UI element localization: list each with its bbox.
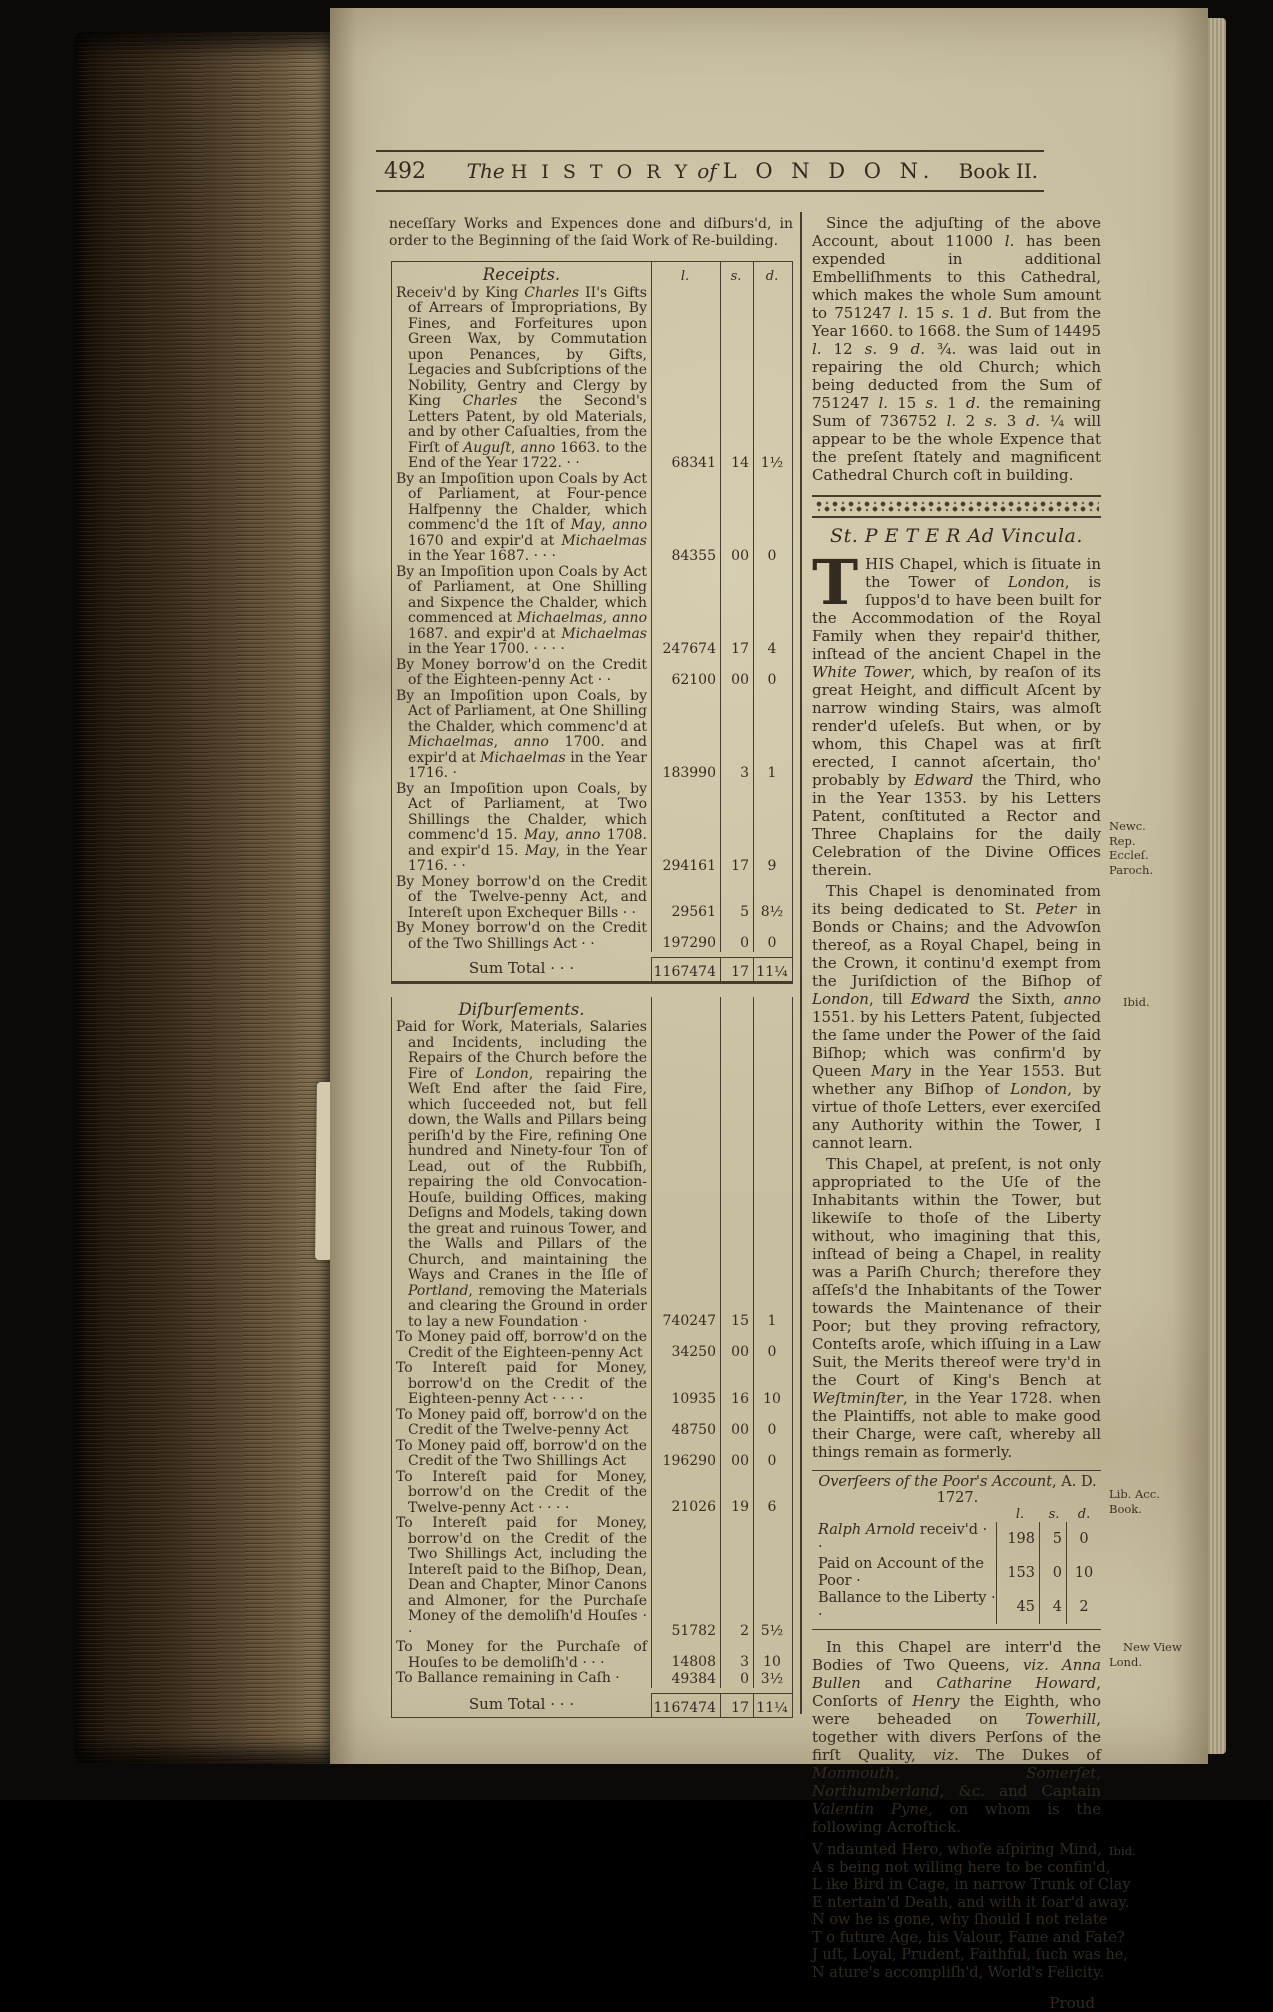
receipts-header-row — [392, 262, 792, 286]
receipts-row — [392, 472, 792, 565]
receipts-row — [392, 782, 792, 875]
receipt-entry-label: Receiv'd by King Charles II's Gifts of Arrears of Impropriations, By Fines, and Forfeitures upon Green Wax, by Commutation upon Penances, by Gifts, Legacies and Subſcriptions of the Nobility, Gentry and Clergy by King Charles the Second's Letters Patent, by old Materials, and by other Caſualties, from the Firſt of Auguſt, anno 1663. to the End of the Year 1722. · · — [396, 284, 647, 471]
receipts-row — [392, 921, 792, 952]
pounds-column — [651, 997, 720, 1021]
amount-pence: 0 — [753, 1408, 792, 1439]
pence-column — [753, 997, 792, 1021]
amount-pounds: 48750 — [651, 1408, 720, 1439]
total-pounds: 1167474 — [651, 1693, 720, 1717]
disbursements-row — [392, 1361, 792, 1408]
total-pence: 11¼ — [753, 957, 792, 981]
disbursements-header-row — [392, 997, 792, 1021]
interments-paragraph — [812, 1638, 1182, 1836]
amount-shillings: 0 — [720, 1671, 753, 1688]
overseers-lsd-header — [814, 1507, 1101, 1522]
drop-cap: T — [812, 546, 859, 619]
acrostic-line: A s being not willing here to be confin'd, — [812, 1859, 1111, 1876]
disbursement-entry-label: To Intereſt paid for Money, borrow'd on the Credit of the Two Shillings Act, including the Intereſt paid to the Biſhop, Dean, Dean and Chapter, Minor Canons and Almoner, for the Purchaſe Money of the demoliſh'd Houſes · · — [396, 1515, 647, 1640]
receipts-row — [392, 875, 792, 922]
pence-column-header: d. — [753, 262, 792, 286]
receipt-entry-label: By an Impoſition upon Coals by Act of Parliament, at Four-pence Halfpenny the Chalder, which commenc'd the 1ſt of May, anno 1670 and expir'd at Michaelmas in the Year 1687. · · · — [396, 470, 647, 564]
amount-pounds: 183990 — [651, 689, 720, 782]
acrostic-line: N ature's accompliſh'd, World's Felicity. — [812, 1964, 1104, 1981]
amount-shillings: 4 — [1039, 1590, 1066, 1624]
amount-pence: 0 — [753, 658, 792, 689]
disbursement-entry-label: Paid for Work, Materials, Salaries and Incidents, including the Repairs of the Church before the Fire of London, repairing the Weſt End after the ſaid Fire, which ſucceeded not, but fell down, the Walls and Pillars being periſh'd by the Fire, refining One hundred and Ninety-four Ton of Lead, out of the Rubbiſh, repairing the old Convocation-Houſe, building Offices, making Deſigns and Models, taking down the great and ruinous Tower, and the Walls and Pillars of the Church, and maintaining the Ways and Cranes in the Iſle of Portland, removing the Materials and clearing the Ground in order to lay a new Foundation · — [396, 1019, 647, 1330]
amount-pence: 5½ — [753, 1516, 792, 1640]
amount-pence: 10 — [753, 1361, 792, 1408]
amount-shillings: 5 — [1039, 1522, 1066, 1556]
overseers-entry-label: Paid on Account of the Poor · — [818, 1556, 984, 1589]
amount-pence: 4 — [753, 565, 792, 658]
disbursements-row — [392, 1439, 792, 1470]
amount-pounds: 34250 — [651, 1330, 720, 1361]
disbursements-row — [392, 1470, 792, 1517]
page-title — [454, 159, 948, 183]
receipts-heading: Receipts. — [482, 265, 561, 284]
acrostic-poem — [812, 1842, 1136, 1982]
intro-paragraph: neceſſary Works and Expences done and diſburs'd, in order to the Beginning of the ſaid Work of Re-building. — [389, 216, 793, 249]
acrostic-line: E ntertain'd Death, and with it ſoar'd away. — [812, 1894, 1130, 1911]
margin-note-ibid-2: Ibid. — [1109, 1844, 1136, 1858]
amount-pounds: 21026 — [651, 1470, 720, 1517]
amount-shillings: 3 — [720, 689, 753, 782]
book-label: Book II. — [958, 159, 1038, 183]
amount-pence: 2 — [1066, 1590, 1101, 1624]
section-heading: St. P E T E R Ad Vincula. — [830, 525, 1083, 547]
running-header — [376, 150, 1044, 192]
disbursements-total-row — [392, 1693, 792, 1717]
amount-shillings: 0 — [1039, 1556, 1066, 1590]
amount-pence: 0 — [753, 921, 792, 952]
amount-shillings: 5 — [720, 875, 753, 922]
disbursements-row — [392, 1516, 792, 1640]
amount-pence: 0 — [753, 1439, 792, 1470]
overseers-account-table — [812, 1470, 1160, 1630]
receipts-table — [391, 261, 793, 984]
chapel-paragraph-1-text: HIS Chapel, which is ſituate in the Tower of London, is ſuppos'd to have been built for the Accommodation of the Royal Family when they repair'd thither, inſtead of the ancient Chapel in the White Tower, which, by reaſon of its great Height, and difficult Aſcent by narrow winding Stairs, was almoſt render'd uſeleſs. But when, or by whom, this Chapel was at firſt erected, I cannot aſcertain, tho' probably by Edward the Third, who in the Year 1353. by his Letters Patent, conſtituted a Rector and Three Chaplains for the daily Celebration of the Divine Offices therein. — [812, 555, 1101, 879]
amount-pence: 3½ — [753, 1671, 792, 1688]
amount-pounds: 247674 — [651, 565, 720, 658]
amount-pounds: 196290 — [651, 1439, 720, 1470]
amount-pounds: 45 — [996, 1590, 1039, 1624]
amount-pence: 1½ — [753, 286, 792, 472]
amount-pence: 1 — [753, 689, 792, 782]
amount-pounds: 740247 — [651, 1020, 720, 1330]
title-london: L O N D O N. — [722, 159, 936, 183]
overseers-entry-label: Ballance to the Liberty · · — [818, 1590, 996, 1623]
amount-pounds: 153 — [996, 1556, 1039, 1590]
amount-pence: 10 — [753, 1640, 792, 1671]
acrostic-line: N ow he is gone, why ſhould I not relate — [812, 1912, 1108, 1928]
acrostic-line: V ndaunted Hero, whoſe aſpiring Mind, — [812, 1842, 1102, 1858]
overseers-heading: Overſeers of the Poor's Account, A. D. 1727. — [818, 1474, 1097, 1506]
disbursement-entry-label: To Ballance remaining in Caſh · — [396, 1670, 620, 1686]
disbursements-table — [391, 997, 793, 1718]
disbursement-entry-label: To Money paid off, borrow'd on the Credit of the Eighteen-penny Act — [396, 1329, 647, 1361]
acrostic-line: T o future Age, his Valour, Fame and Fate? — [812, 1929, 1125, 1946]
shillings-column-header: s. — [1048, 1507, 1060, 1522]
amount-shillings: 0 — [720, 921, 753, 952]
fleuron-ornament — [814, 500, 1099, 513]
overseers-row — [814, 1522, 1101, 1556]
amount-pounds: 68341 — [651, 286, 720, 472]
disbursements-heading: Diſburſements. — [458, 999, 585, 1019]
disbursements-row — [392, 1640, 792, 1671]
margin-note-liberty-account-book: Lib. Acc. Book. — [1109, 1487, 1160, 1516]
amount-pence: 0 — [753, 1330, 792, 1361]
amount-shillings: 00 — [720, 1439, 753, 1470]
amount-shillings: 00 — [720, 658, 753, 689]
amount-shillings: 19 — [720, 1470, 753, 1517]
receipt-entry-label: By Money borrow'd on the Credit of the Two Shillings Act · · — [396, 920, 647, 952]
chapel-paragraph-2-text: This Chapel is denominated from its being dedicated to St. Peter in Bonds or Chains; and the Advowſon thereof, as a Royal Chapel, being in the Crown, it continu'd exempt from the Juriſdiction of the Biſhop of London, till Edward the Sixth, anno 1551. by his Letters Patent, ſubjected the ſame under the Power of the ſaid Biſhop; which was confirm'd by Queen Mary in the Year 1553. But whether any Biſhop of London, by virtue of thoſe Letters, ever exerciſed any Authority within the Tower, I cannot learn. — [812, 882, 1102, 1152]
disbursement-entry-label: To Money paid off, borrow'd on the Credit of the Twelve-penny Act — [396, 1406, 647, 1438]
receipts-row — [392, 565, 792, 658]
amount-shillings: 00 — [720, 1330, 753, 1361]
overseers-row — [814, 1590, 1101, 1624]
title-history: H I S T O R Y — [510, 161, 692, 183]
total-shillings: 17 — [720, 957, 753, 981]
title-the: The — [466, 159, 505, 183]
header-rule-bottom — [376, 190, 1044, 192]
chapel-paragraph-1 — [812, 546, 1154, 879]
margin-note-ibid-1: Ibid. — [1123, 995, 1150, 1010]
total-shillings: 17 — [720, 1693, 753, 1717]
disbursement-entry-label: To Money for the Purchaſe of Houſes to be demoliſh'd · · · — [396, 1639, 647, 1671]
amount-pounds: 84355 — [651, 472, 720, 565]
receipts-total-row — [392, 957, 792, 981]
disbursements-row — [392, 1671, 792, 1688]
page-number: 492 — [384, 159, 426, 184]
pounds-column-header: l. — [651, 262, 720, 286]
receipt-entry-label: By Money borrow'd on the Credit of the Twelve-penny Act, and Intereſt upon Exchequer Bills · · — [396, 873, 647, 921]
receipts-row — [392, 689, 792, 782]
amount-pounds: 294161 — [651, 782, 720, 875]
acrostic-line: J uſt, Loyal, Prudent, Faithful, ſuch was he, — [812, 1947, 1128, 1963]
amount-pounds: 51782 — [651, 1516, 720, 1640]
total-pence: 11¼ — [753, 1693, 792, 1717]
receipt-entry-label: By an Impoſition upon Coals, by Act of Parliament, at One Shilling the Chalder, which commenc'd at Michaelmas, anno 1700. and expir'd at Michaelmas in the Year 1716. · — [396, 687, 647, 781]
receipts-row — [392, 658, 792, 689]
amount-pounds: 198 — [996, 1522, 1039, 1556]
amount-shillings: 17 — [720, 782, 753, 875]
chapel-paragraph-2 — [812, 882, 1150, 1152]
amount-shillings: 15 — [720, 1020, 753, 1330]
overseers-entry-label: Ralph Arnold receiv'd · · — [818, 1522, 988, 1555]
pence-column-header: d. — [1077, 1507, 1091, 1522]
total-pounds: 1167474 — [651, 957, 720, 981]
amount-pence: 1 — [753, 1020, 792, 1330]
receipts-row — [392, 286, 792, 472]
amount-pounds: 10935 — [651, 1361, 720, 1408]
catchword: Proud — [1049, 1994, 1095, 2012]
amount-pence: 10 — [1066, 1556, 1101, 1590]
shillings-column — [720, 997, 753, 1021]
amount-shillings: 14 — [720, 286, 753, 472]
receipt-entry-label: By an Impoſition upon Coals by Act of Parliament, at One Shilling and Sixpence the Chalder, which commenced at Michaelmas, anno 1687. and expir'd at Michaelmas in the Year 1700. · · · · — [396, 563, 647, 657]
disbursement-entry-label: To Intereſt paid for Money, borrow'd on the Credit of the Twelve-penny Act · · · · — [396, 1468, 647, 1516]
amount-pounds: 197290 — [651, 921, 720, 952]
overseers-row — [814, 1556, 1101, 1590]
margin-note-new-view: New View Lond. — [1109, 1640, 1182, 1669]
sum-total-label: Sum Total · · · — [468, 959, 575, 977]
amount-pounds: 29561 — [651, 875, 720, 922]
amount-shillings: 00 — [720, 1408, 753, 1439]
disbursements-row — [392, 1408, 792, 1439]
book-fore-edge — [74, 32, 332, 1764]
receipt-entry-label: By Money borrow'd on the Credit of the Eighteen-penny Act · · — [396, 656, 647, 688]
left-column — [389, 214, 793, 1718]
amount-pence: 0 — [1066, 1522, 1101, 1556]
margin-note-newcourt: Newc. Rep. Eccleſ. Paroch. — [1109, 819, 1154, 877]
amount-shillings: 00 — [720, 472, 753, 565]
amount-pence: 8½ — [753, 875, 792, 922]
receipt-entry-label: By an Impoſition upon Coals, by Act of Parliament, at Two Shillings the Chalder, which commenc'd 15. May, anno 1708. and expir'd 15. May, in the Year 1716. · · — [396, 780, 647, 874]
column-divider-rule — [800, 212, 802, 1714]
disbursements-row — [392, 1020, 792, 1330]
right-column — [812, 214, 1182, 2012]
shillings-column-header: s. — [720, 262, 753, 286]
disbursements-row — [392, 1330, 792, 1361]
closed-pages-edge — [1208, 18, 1226, 1754]
chapel-paragraph-3: This Chapel, at preſent, is not only appropriated to the Uſe of the Inhabitants within the Tower, but likewiſe to thoſe of the Liberty without, who imagining that this, inſtead of being a Chapel, in reality was a Pariſh Church; therefore they aſſeſs'd the Inhabitants of the Tower towards the Maintenance of their Poor; but they proving refractory, Conteſts aroſe, which iſſuing in a Law Suit, the Merits thereof were try'd in the Court of King's Bench at Weſtminſter, in the Year 1728. when the Plaintiffs, not able to make good their Charge, were caſt, whereby all things remain as formerly. — [812, 1155, 1101, 1461]
disbursement-entry-label: To Intereſt paid for Money, borrow'd on the Credit of the Eighteen-penny Act · · · · — [396, 1360, 647, 1407]
amount-pence: 6 — [753, 1470, 792, 1517]
amount-pounds: 49384 — [651, 1671, 720, 1688]
interments-paragraph-text: In this Chapel are interr'd the Bodies of Two Queens, viz. Anna Bullen and Catharine Howard, Conſorts of Henry the Eighth, who were beheaded on Towerhill, together with divers Perſons of the firſt Quality, viz. The Dukes of Monmouth, Somerſet, Northumberland, &c. and Captain Valentin Pyne, on whom is the following Acroſtick. — [812, 1638, 1101, 1836]
title-of: of — [697, 159, 717, 183]
amount-pounds: 62100 — [651, 658, 720, 689]
ornament-band — [812, 495, 1101, 518]
amount-pounds: 14808 — [651, 1640, 720, 1671]
cathedral-account-paragraph: Since the adjuſting of the above Account, about 11000 l. has been expended in additional Embelliſhments to this Cathedral, which makes the whole Sum amount to 751247 l. 15 s. 1 d. But from the Year 1660. to 1668. the Sum of 14495 l. 12 s. 9 d. ¾. was laid out in repairing the old Church; which being deducted from the Sum of 751247 l. 15 s. 1 d. the remaining Sum of 736752 l. 2 s. 3 d. ¼ will appear to be the whole Expence that the preſent ſtately and magnificent Cathedral Church coſt in building. — [812, 214, 1101, 484]
amount-pence: 9 — [753, 782, 792, 875]
amount-pence: 0 — [753, 472, 792, 565]
amount-shillings: 3 — [720, 1640, 753, 1671]
sum-total-label: Sum Total · · · — [468, 1695, 575, 1713]
pounds-column-header: l. — [1015, 1507, 1025, 1522]
acrostic-line: L ike Bird in Cage, in narrow Trunk of Clay — [812, 1877, 1131, 1893]
amount-shillings: 16 — [720, 1361, 753, 1408]
amount-shillings: 17 — [720, 565, 753, 658]
page — [330, 8, 1208, 2012]
disbursement-entry-label: To Money paid off, borrow'd on the Credit of the Two Shillings Act — [396, 1437, 647, 1469]
amount-shillings: 2 — [720, 1516, 753, 1640]
